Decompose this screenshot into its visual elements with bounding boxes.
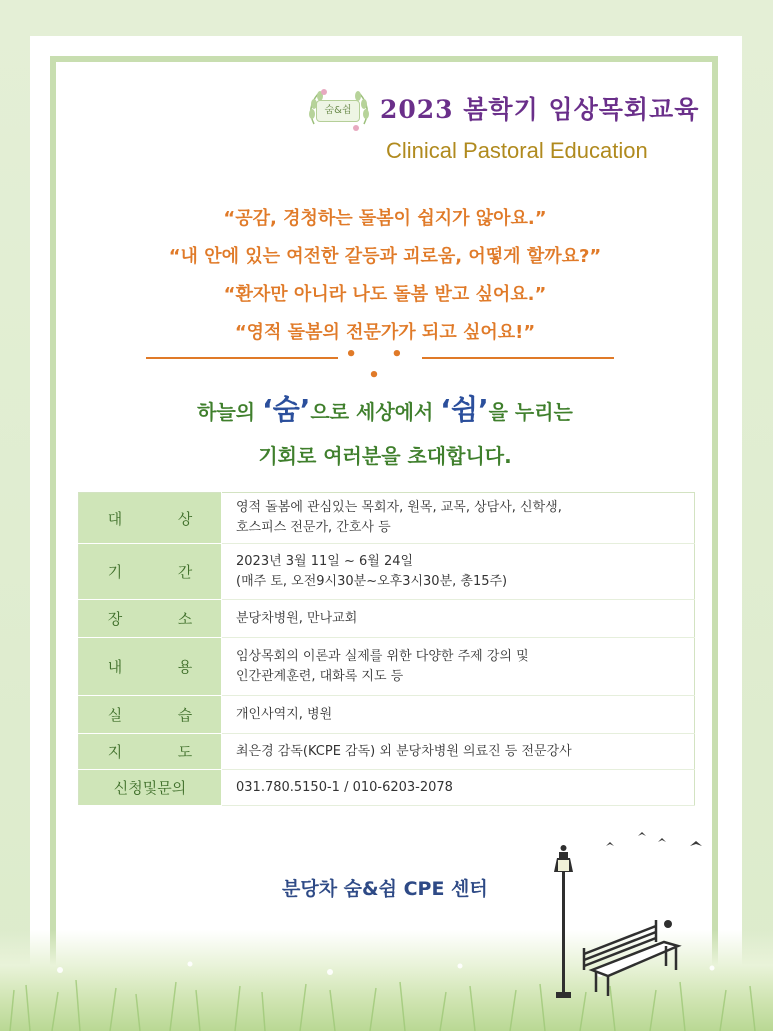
row-value: 분당차병원, 만나교회: [222, 600, 695, 638]
table-row: [79, 696, 695, 734]
bird-on-bench-icon: [664, 920, 672, 928]
row-label: 기 간: [79, 544, 222, 600]
table-row: [79, 638, 695, 696]
invitation-text: 을 누리는: [488, 400, 573, 424]
row-label: 내 용: [79, 638, 222, 696]
row-label: 신청및문의: [79, 770, 222, 806]
logo-text: 숨&쉼: [316, 100, 360, 122]
row-value: 개인사역지, 병원: [222, 696, 695, 734]
bench-icon: [584, 920, 678, 996]
quote-3: “환자만 아니라 나도 돌봄 받고 싶어요.”: [223, 284, 547, 305]
divider-line-left: [146, 357, 338, 359]
invitation: [100, 388, 670, 478]
invitation-text: 으로 세상에서: [310, 400, 441, 424]
page-title: 2023 봄학기 임상목회교육: [380, 95, 700, 124]
row-value: 2023년 3월 11일 ~ 6월 24일 (매주 토, 오전9시30분~오후3시30분, 총15주): [222, 544, 695, 600]
quote-4: “영적 돌봄의 전문가가 되고 싶어요!”: [234, 322, 536, 343]
row-label: 실 습: [79, 696, 222, 734]
row-value: 임상목회의 이론과 실제를 위한 다양한 주제 강의 및 인간관계훈련, 대화록 지도 등: [222, 638, 695, 696]
invitation-text: 하늘의: [197, 400, 263, 424]
page-subtitle: Clinical Pastoral Education: [386, 138, 648, 163]
logo: [304, 84, 374, 140]
row-value: 031.780.5150-1 / 010-6203-2078: [222, 770, 695, 806]
park-scene-illustration: [540, 820, 740, 1000]
table-row: [79, 770, 695, 806]
divider-line-right: [422, 357, 614, 359]
row-label: 지 도: [79, 734, 222, 770]
row-label: 대 상: [79, 493, 222, 544]
row-value: 영적 돌봄에 관심있는 목회자, 원목, 교목, 상담사, 신학생, 호스피스 전문가, 간호사 등: [222, 493, 695, 544]
invitation-accent-breath: ‘숨’: [262, 393, 311, 426]
divider-dots: • • •: [345, 344, 417, 386]
invitation-line-1: [100, 388, 670, 434]
lamp-glass: [558, 860, 569, 871]
table-row: [79, 734, 695, 770]
quote-2: “내 안에 있는 여전한 갈등과 괴로움, 어떻게 할까요?”: [168, 246, 602, 267]
center-name: 분당차 숨&쉼 CPE 센터: [282, 878, 488, 900]
table-row: [79, 493, 695, 544]
quote-1: “공감, 경청하는 돌봄이 쉽지가 않아요.”: [223, 208, 547, 229]
table-row: [79, 544, 695, 600]
invitation-accent-rest: ‘쉼’: [440, 393, 489, 426]
row-value: 최은경 감독(KCPE 감독) 외 분당차병원 의료진 등 전문강사: [222, 734, 695, 770]
row-label: 장 소: [79, 600, 222, 638]
invitation-line-2: 기회로 여러분을 초대합니다.: [258, 444, 512, 468]
table-row: [79, 600, 695, 638]
info-table: [78, 492, 695, 806]
quotes-block: [100, 200, 670, 352]
birds-icon: [606, 832, 702, 846]
